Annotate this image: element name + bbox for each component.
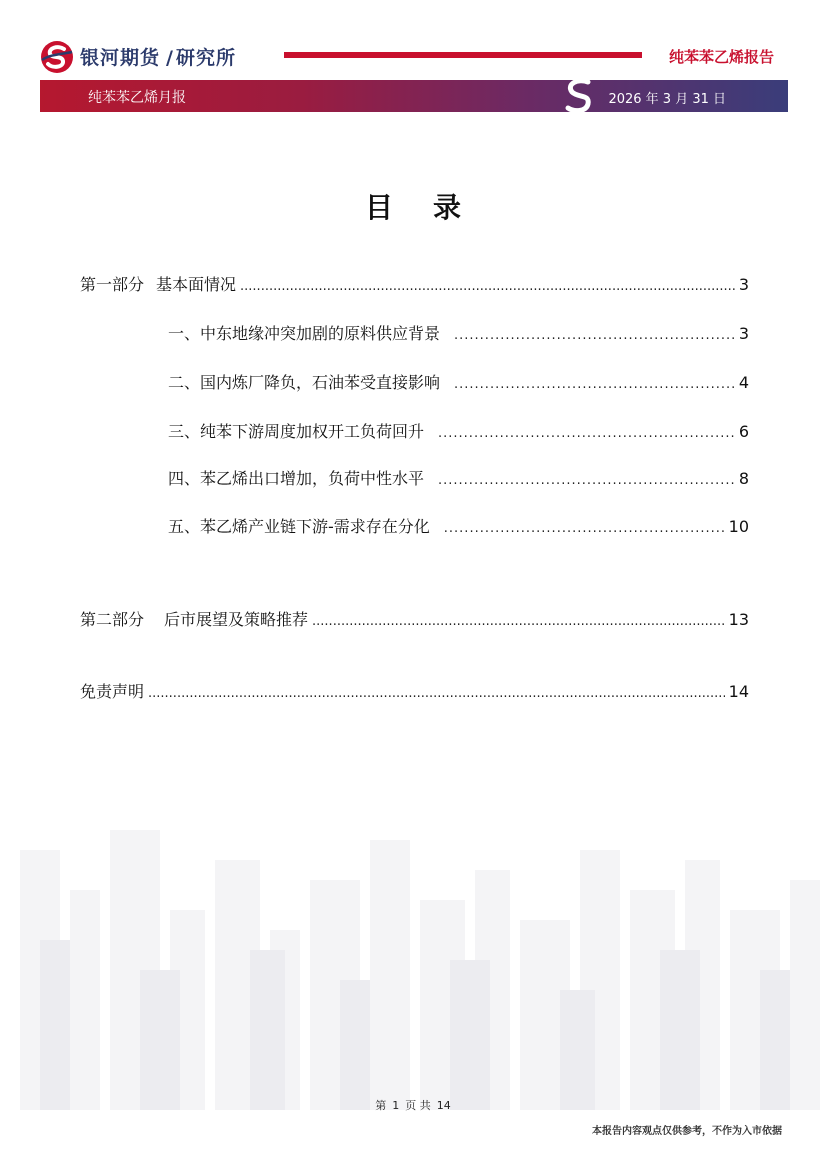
toc-item-page: 8: [738, 469, 749, 488]
toc-entry-part2[interactable]: [80, 607, 749, 630]
toc-part1-label: 第一部分: [80, 275, 145, 294]
toc-item-page: 4: [738, 373, 749, 392]
toc-part2-page: 13: [728, 610, 749, 629]
header-rule: [284, 52, 642, 58]
toc-entry-disclaimer[interactable]: [80, 679, 749, 702]
brand-company: 银河期货: [80, 47, 161, 69]
toc-leader-dots: [148, 682, 725, 701]
toc-entry-item[interactable]: [168, 514, 749, 537]
page-total: 14: [436, 1099, 451, 1112]
header-band: [40, 80, 788, 112]
report-date: 2026 年 3 月 31 日: [608, 92, 726, 107]
toc-part1-page: 3: [738, 275, 749, 294]
toc-item-title: 五、苯乙烯产业链下游-需求存在分化: [168, 517, 430, 536]
city-skyline-watermark-icon: [0, 820, 826, 1110]
toc-entry-item[interactable]: [168, 321, 749, 344]
toc-part2-label: 第二部分: [80, 610, 145, 629]
toc-leader-dots: [438, 469, 735, 488]
toc-entry-item[interactable]: [168, 370, 749, 393]
brand-name: 银河期货 / 研究所: [80, 47, 236, 69]
toc-leader-dots: [312, 610, 725, 629]
page-middle: 页 共: [405, 1099, 431, 1112]
band-title: 纯苯苯乙烯月报: [88, 90, 186, 106]
toc-item-page: 6: [738, 422, 749, 441]
toc-item-title: 四、苯乙烯出口增加，负荷中性水平: [168, 469, 425, 488]
toc-item-title: 一、中东地缘冲突加剧的原料供应背景: [168, 324, 441, 343]
toc-title: 目录: [364, 191, 501, 224]
toc-item-page: 3: [738, 324, 749, 343]
page-prefix: 第: [375, 1099, 387, 1112]
toc-item-title: 三、纯苯下游周度加权开工负荷回升: [168, 422, 425, 441]
toc-entry-part1[interactable]: [80, 272, 749, 295]
report-type: 纯苯苯乙烯报告: [668, 48, 774, 66]
toc-disclaimer-title: 免责声明: [80, 682, 145, 701]
brand-division: 研究所: [175, 47, 236, 69]
toc-part2-title: 后市展望及策略推荐: [164, 610, 309, 629]
footer-disclaimer: 本报告内容观点仅供参考，不作为入市依据: [592, 1126, 782, 1137]
toc-leader-dots: [438, 422, 735, 441]
toc-item-page: 10: [728, 517, 749, 536]
page-header: [0, 0, 826, 120]
page-number: [0, 1097, 826, 1113]
toc-item-title: 二、国内炼厂降负，石油苯受直接影响: [168, 373, 441, 392]
toc-entry-item[interactable]: [168, 419, 749, 442]
swoosh-mark-icon: [558, 78, 602, 114]
toc-entry-item[interactable]: [168, 466, 749, 489]
toc-leader-dots: [454, 373, 735, 392]
toc-leader-dots: [454, 324, 735, 343]
toc-leader-dots: [240, 275, 735, 294]
toc-leader-dots: [444, 517, 725, 536]
page-current: 1: [392, 1099, 400, 1112]
toc-disclaimer-page: 14: [728, 682, 749, 701]
toc-part1-title: 基本面情况: [156, 275, 237, 294]
galaxy-futures-logo-icon: [40, 40, 74, 74]
